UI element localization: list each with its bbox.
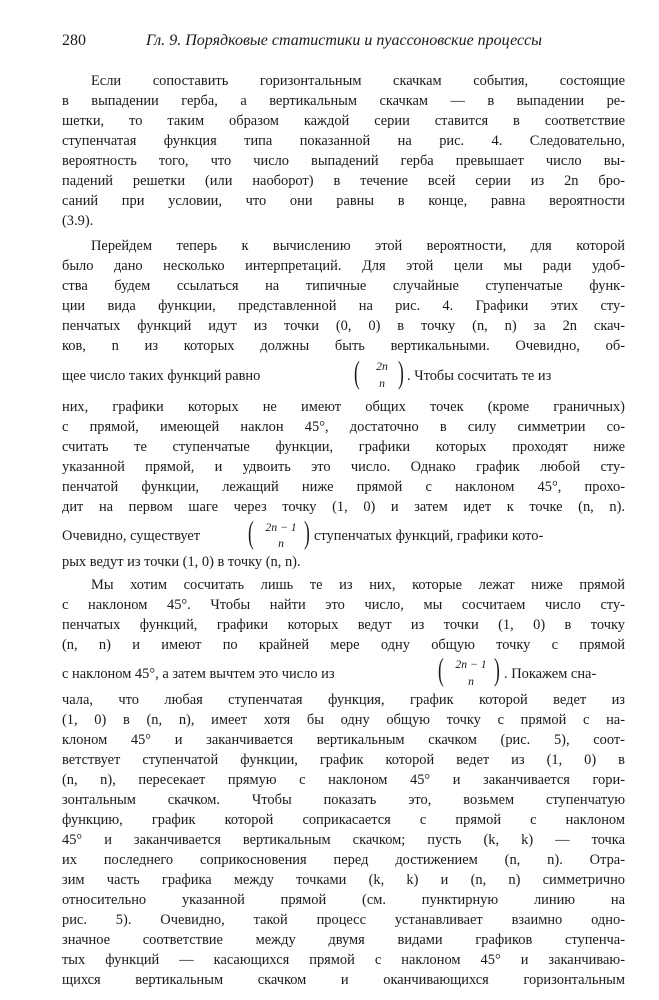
equation-text: с наклоном 45°, а затем вычтем это число из xyxy=(62,665,335,682)
binomial-coefficient: ( 2n n ) xyxy=(354,354,404,391)
text-line: них, графики которых не имеют общих точек (кроме граничных) xyxy=(62,399,625,416)
binomial-top: 2n xyxy=(376,360,388,374)
text-line: пенчатой функции, лежащий ниже прямой с наклоном 45°, прохо- xyxy=(62,479,625,496)
text-line: 45° и заканчивается вертикальным скачком; пусть (k, k) — точка xyxy=(62,831,625,848)
text-line: (n, n) и имеют по крайней мере одну общую точку с прямой xyxy=(62,636,625,653)
text-line: тых функций — касающихся прямой с наклоном 45° и заканчиваю- xyxy=(62,952,625,968)
text-line: указанной прямой, и удвоить это число. Однако график любой сту- xyxy=(62,459,625,476)
text-line: Перейдем теперь к вычислению этой вероятности, для которой xyxy=(91,238,625,255)
page-number: 280 xyxy=(62,32,86,49)
binomial-coefficient: ( 2n − 1 n ) xyxy=(438,652,500,688)
text-line: шетки, то таким образом каждой серии ставится в соответствие xyxy=(62,113,625,129)
text-line: клоном 45° и заканчивается вертикальным скачком (рис. 5), соот- xyxy=(62,731,625,748)
equation-text: щее число таких функций равно xyxy=(62,368,261,385)
text-line: вероятность того, что число выпадений герба превышает число вы- xyxy=(62,153,625,170)
text-line: в выпадении герба, а вертикальным скачкам — в выпадении ре- xyxy=(62,93,625,109)
text-line: рис. 5). Очевидно, такой процесс устанавливает взаимно одно- xyxy=(62,911,625,928)
equation-line xyxy=(62,652,625,689)
text-line: саний при условии, что они равны в конце, равна вероятности xyxy=(62,193,625,210)
equation-text: Очевидно, существует xyxy=(62,528,201,545)
text-line: с прямой, имеющей наклон 45°, достаточно в силу симметрии со- xyxy=(62,419,625,436)
equation-text: . Чтобы сосчитать те из xyxy=(407,368,552,385)
text-line: считать те ступенчатые функции, графики которых проходят ниже xyxy=(62,439,625,456)
binomial-bottom: n xyxy=(379,377,385,391)
binomial-top: 2n − 1 xyxy=(455,658,487,672)
running-head xyxy=(62,30,618,52)
text-line: (3.9). xyxy=(62,213,94,230)
text-line: ветствует ступенчатой функции, график которой ведет из (1, 0) в xyxy=(62,751,625,768)
text-line: ступенчатая функция типа показанной на рис. 4. Следовательно, xyxy=(62,133,625,149)
text-line: дит на первом шаге через точку (1, 0) и затем идет к точке (n, n). xyxy=(62,499,625,516)
text-line: Мы хотим сосчитать лишь те из них, которые лежат ниже прямой xyxy=(91,576,625,593)
text-line: значное соответствие между двумя видами графиков ступенча- xyxy=(62,932,625,948)
binomial-top: 2n − 1 xyxy=(265,520,297,534)
text-line: ства будем ссылаться на типичные случайные ступенчатые функ- xyxy=(62,278,625,295)
text-line: рых ведут из точки (1, 0) в точку (n, n). xyxy=(62,554,301,571)
text-line: (n, n), пересекает прямую с наклоном 45° и заканчивается гори- xyxy=(62,771,625,788)
text-line: было дано несколько интерпретаций. Для этой цели мы ради удоб- xyxy=(62,258,625,275)
equation-line xyxy=(62,354,625,392)
binomial-bottom: n xyxy=(468,674,474,688)
text-line: относительно указанной прямой (см. пунктирную линию на xyxy=(62,891,625,908)
text-line: чала, что любая ступенчатая функция, график которой ведет из xyxy=(62,691,625,708)
text-line: зонтальным скачком. Чтобы показать это, возьмем ступенчатую xyxy=(62,791,625,808)
text-line: зим часть графика между точками (k, k) и (n, n) симметрично xyxy=(62,871,625,888)
binomial-coefficient: ( 2n − 1 n ) xyxy=(248,514,310,551)
equation-line xyxy=(62,514,625,552)
text-line: Если сопоставить горизонтальным скачкам события, состоящие xyxy=(91,73,625,89)
text-line: функцию, график которой соприкасается с прямой с наклоном xyxy=(62,811,625,828)
text-line: ков, n из которых должны быть вертикальными. Очевидно, об- xyxy=(62,338,625,355)
text-line: падений решетки (или наоборот) в течение всей серии из 2n бро- xyxy=(62,173,625,190)
text-line: ции вида функции, представленной на рис. 4. Графики этих сту- xyxy=(62,298,625,315)
text-line: с наклоном 45°. Чтобы найти это число, мы сосчитаем число сту- xyxy=(62,596,625,613)
equation-text: . Покажем сна- xyxy=(504,665,597,682)
running-title: Гл. 9. Порядковые статистики и пуассоновские процессы xyxy=(146,32,542,49)
binomial-bottom: n xyxy=(278,537,284,551)
text-line: их последнего соприкосновения перед достижением (n, n). Отра- xyxy=(62,851,625,868)
text-line: щихся вертикальным скачком и оканчивающихся горизонтальным xyxy=(62,972,625,988)
text-line: пенчатых функций, графики которых ведут из точки (1, 0) в точку xyxy=(62,616,625,633)
equation-text: ступенчатых функций, графики кото- xyxy=(314,528,544,545)
text-line: пенчатых функций идут из точки (0, 0) в точку (n, n) за 2n скач- xyxy=(62,318,625,335)
text-line: (1, 0) в (n, n), имеет хотя бы одну общую точку с прямой с на- xyxy=(62,711,625,728)
